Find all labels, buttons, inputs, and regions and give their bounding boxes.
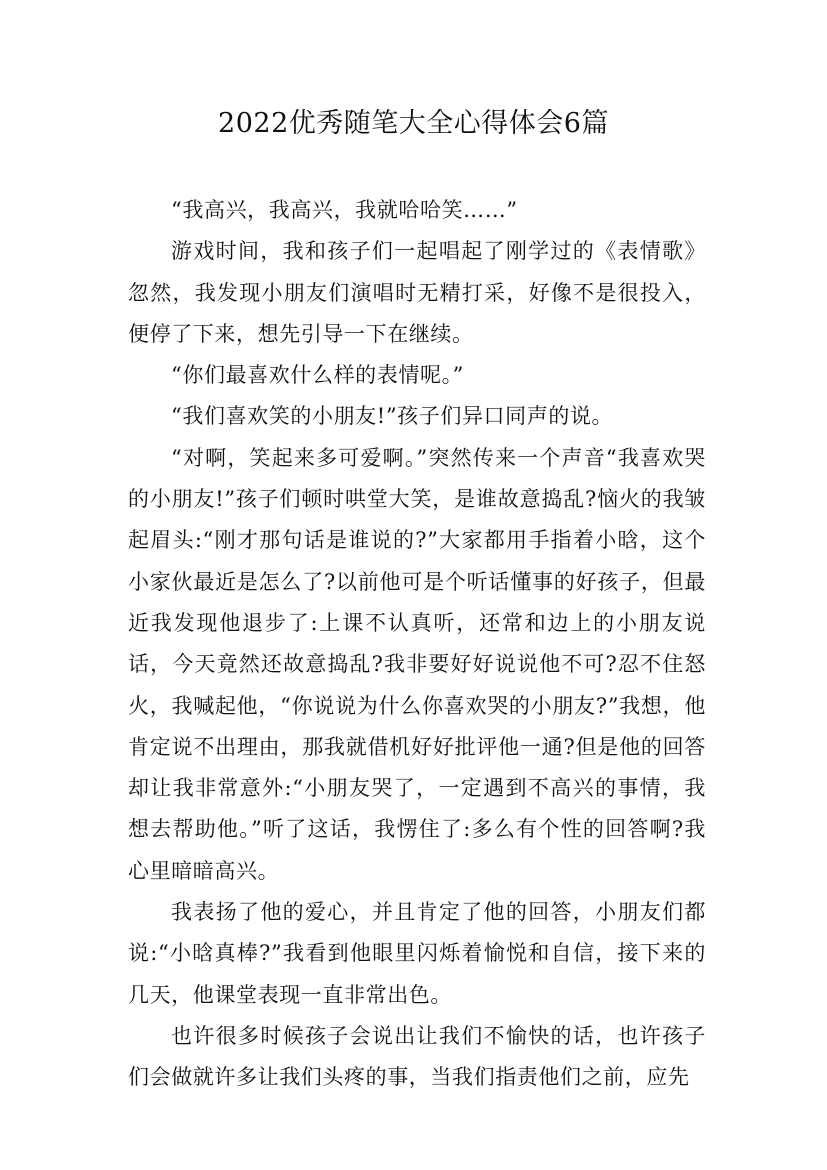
paragraph-6: 我表扬了他的爱心，并且肯定了他的回答，小朋友们都说:“小晗真棒?”我看到他眼里闪烁着愉悦和自信，接下来的几天，他课堂表现一直非常出色。 [128, 900, 706, 1007]
paragraph-4: “我们喜欢笑的小朋友!”孩子们异口同声的说。 [171, 404, 614, 429]
paragraph-5: “对啊，笑起来多可爱啊。”突然传来一个声音“我喜欢哭的小朋友!”孩子们顿时哄堂大笑，是谁故意捣乱?恼火的我皱起眉头:“刚才那句话是谁说的?”大家都用手指着小晗，这个小家伙最近是怎么了?以前他可是个听话懂事的好孩子，但最近我发现他退步了:上课不认真听，还常和边上的小朋友说话，今天竟然还故意捣乱?我非要好好说说他不可?忍不住怒火，我喊起他，“你说说为什么你喜欢哭的小朋友?”我想，他肯定说不出理由，那我就借机好好批评他一通?但是他的回答却让我非常意外:“小朋友哭了，一定遇到不高兴的事情，我想去帮助他。”听了这话，我愣住了:多么有个性的回答啊?我心里暗暗高兴。 [128, 445, 706, 883]
paragraph-3: “你们最喜欢什么样的表情呢。” [171, 363, 465, 388]
paragraph-7: 也许很多时候孩子会说出让我们不愉快的话，也许孩子们会做就许多让我们头疼的事，当我们指责他们之前，应先 [128, 1023, 706, 1090]
document-title: 2022优秀随笔大全心得体会6篇 [218, 108, 609, 139]
paragraph-1: “我高兴，我高兴，我就哈哈笑……” [171, 198, 518, 222]
paragraph-2: 游戏时间，我和孩子们一起唱起了刚学过的《表情歌》忽然，我发现小朋友们演唱时无精打采，好像不是很投入，便停了下来，想先引导一下在继续。 [128, 239, 706, 346]
document-body [128, 190, 706, 1099]
